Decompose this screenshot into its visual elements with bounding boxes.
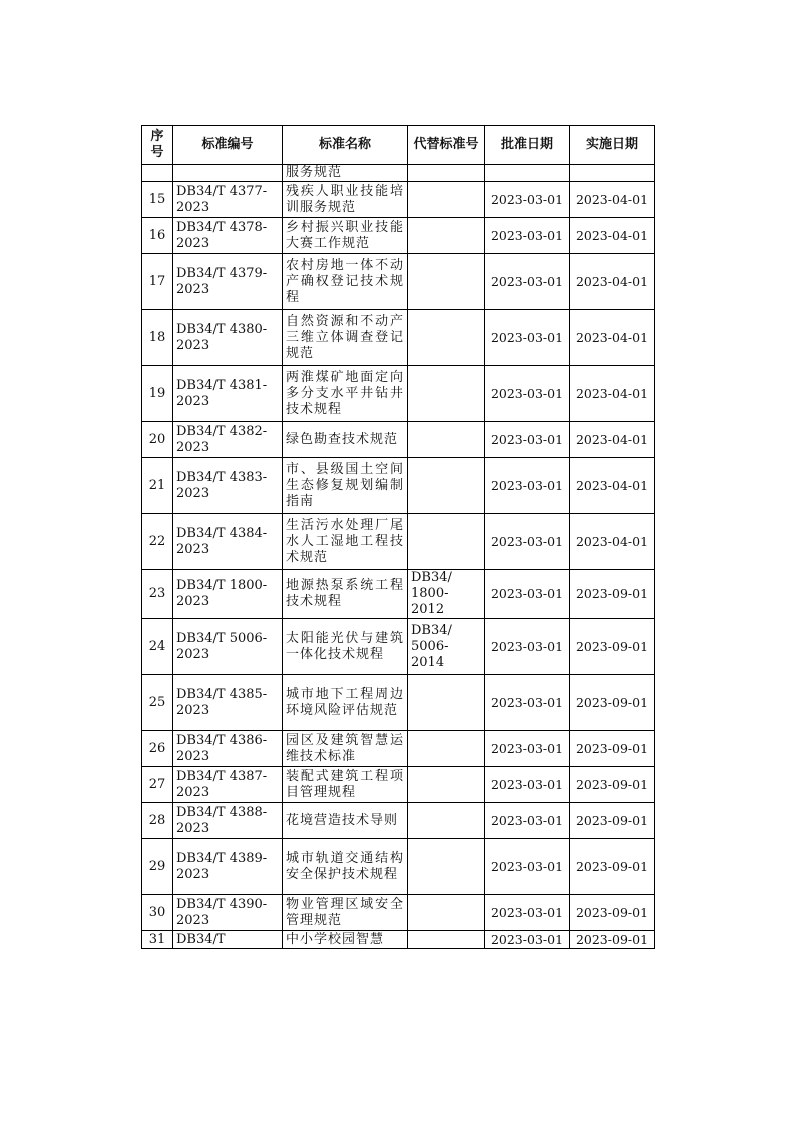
cell-approved: 2023-03-01 bbox=[485, 767, 570, 803]
cell-effective: 2023-04-01 bbox=[570, 254, 655, 310]
table-row bbox=[142, 165, 655, 182]
cell-seq: 24 bbox=[142, 619, 173, 675]
cell-approved: 2023-03-01 bbox=[485, 895, 570, 931]
cell-effective: 2023-04-01 bbox=[570, 514, 655, 570]
cell-replaces bbox=[408, 675, 485, 731]
cell-name: 园区及建筑智慧运维技术标准 bbox=[283, 731, 408, 767]
cell-seq: 18 bbox=[142, 310, 173, 366]
cell-code: DB34/T 4377-2023 bbox=[173, 182, 283, 218]
cell-approved: 2023-03-01 bbox=[485, 675, 570, 731]
cell-code: DB34/T 4381-2023 bbox=[173, 366, 283, 422]
cell-effective bbox=[570, 165, 655, 182]
cell-effective: 2023-09-01 bbox=[570, 731, 655, 767]
cell-effective: 2023-09-01 bbox=[570, 895, 655, 931]
cell-effective: 2023-09-01 bbox=[570, 931, 655, 949]
table-row bbox=[142, 931, 655, 949]
cell-effective: 2023-04-01 bbox=[570, 182, 655, 218]
cell-seq: 16 bbox=[142, 218, 173, 254]
cell-name: 城市地下工程周边环境风险评估规范 bbox=[283, 675, 408, 731]
cell-seq: 15 bbox=[142, 182, 173, 218]
cell-replaces bbox=[408, 310, 485, 366]
table-body bbox=[142, 165, 655, 949]
cell-seq: 27 bbox=[142, 767, 173, 803]
cell-code: DB34/T 4390-2023 bbox=[173, 895, 283, 931]
cell-seq bbox=[142, 165, 173, 182]
cell-approved bbox=[485, 165, 570, 182]
cell-seq: 21 bbox=[142, 458, 173, 514]
cell-replaces bbox=[408, 458, 485, 514]
cell-effective: 2023-04-01 bbox=[570, 218, 655, 254]
cell-approved: 2023-03-01 bbox=[485, 570, 570, 619]
cell-effective: 2023-04-01 bbox=[570, 310, 655, 366]
header-approved: 批准日期 bbox=[485, 126, 570, 165]
cell-replaces bbox=[408, 767, 485, 803]
cell-replaces bbox=[408, 895, 485, 931]
cell-seq: 20 bbox=[142, 422, 173, 458]
table-row bbox=[142, 619, 655, 675]
cell-approved: 2023-03-01 bbox=[485, 931, 570, 949]
cell-effective: 2023-09-01 bbox=[570, 839, 655, 895]
cell-seq: 23 bbox=[142, 570, 173, 619]
cell-code: DB34/T 4388-2023 bbox=[173, 803, 283, 839]
cell-code: DB34/T 5006-2023 bbox=[173, 619, 283, 675]
cell-seq: 17 bbox=[142, 254, 173, 310]
table-row bbox=[142, 310, 655, 366]
cell-replaces bbox=[408, 182, 485, 218]
cell-code: DB34/T 4385-2023 bbox=[173, 675, 283, 731]
table-row bbox=[142, 514, 655, 570]
cell-code: DB34/T 1800-2023 bbox=[173, 570, 283, 619]
cell-seq: 26 bbox=[142, 731, 173, 767]
cell-code: DB34/T 4386-2023 bbox=[173, 731, 283, 767]
cell-name: 城市轨道交通结构安全保护技术规程 bbox=[283, 839, 408, 895]
cell-replaces bbox=[408, 731, 485, 767]
cell-replaces: DB34/ 1800-2012 bbox=[408, 570, 485, 619]
cell-replaces bbox=[408, 422, 485, 458]
cell-approved: 2023-03-01 bbox=[485, 182, 570, 218]
cell-code: DB34/T 4382-2023 bbox=[173, 422, 283, 458]
table-row bbox=[142, 570, 655, 619]
cell-seq: 30 bbox=[142, 895, 173, 931]
cell-seq: 31 bbox=[142, 931, 173, 949]
table-row bbox=[142, 254, 655, 310]
cell-code: DB34/T 4378-2023 bbox=[173, 218, 283, 254]
cell-effective: 2023-09-01 bbox=[570, 570, 655, 619]
cell-approved: 2023-03-01 bbox=[485, 218, 570, 254]
cell-name: 服务规范 bbox=[283, 165, 408, 182]
cell-code: DB34/T 4387-2023 bbox=[173, 767, 283, 803]
table-row bbox=[142, 767, 655, 803]
cell-seq: 22 bbox=[142, 514, 173, 570]
cell-name: 装配式建筑工程项目管理规程 bbox=[283, 767, 408, 803]
cell-seq: 29 bbox=[142, 839, 173, 895]
table-row bbox=[142, 731, 655, 767]
cell-approved: 2023-03-01 bbox=[485, 366, 570, 422]
cell-replaces bbox=[408, 514, 485, 570]
cell-name: 太阳能光伏与建筑一体化技术规程 bbox=[283, 619, 408, 675]
cell-code: DB34/T 4383-2023 bbox=[173, 458, 283, 514]
cell-replaces bbox=[408, 254, 485, 310]
cell-name: 残疾人职业技能培训服务规范 bbox=[283, 182, 408, 218]
table-row bbox=[142, 366, 655, 422]
cell-code: DB34/T bbox=[173, 931, 283, 949]
cell-code: DB34/T 4384-2023 bbox=[173, 514, 283, 570]
cell-replaces bbox=[408, 803, 485, 839]
cell-effective: 2023-04-01 bbox=[570, 366, 655, 422]
cell-seq: 25 bbox=[142, 675, 173, 731]
cell-approved: 2023-03-01 bbox=[485, 254, 570, 310]
header-replaces: 代替标准号 bbox=[408, 126, 485, 165]
cell-name: 地源热泵系统工程技术规程 bbox=[283, 570, 408, 619]
table-row bbox=[142, 803, 655, 839]
cell-name: 市、县级国土空间生态修复规划编制指南 bbox=[283, 458, 408, 514]
cell-name: 中小学校园智慧 bbox=[283, 931, 408, 949]
cell-effective: 2023-04-01 bbox=[570, 422, 655, 458]
cell-approved: 2023-03-01 bbox=[485, 310, 570, 366]
cell-name: 物业管理区域安全管理规范 bbox=[283, 895, 408, 931]
cell-approved: 2023-03-01 bbox=[485, 731, 570, 767]
header-name: 标准名称 bbox=[283, 126, 408, 165]
cell-approved: 2023-03-01 bbox=[485, 458, 570, 514]
cell-name: 生活污水处理厂尾水人工湿地工程技术规范 bbox=[283, 514, 408, 570]
table-row bbox=[142, 422, 655, 458]
cell-replaces bbox=[408, 165, 485, 182]
standards-table bbox=[141, 125, 655, 949]
cell-seq: 28 bbox=[142, 803, 173, 839]
cell-effective: 2023-09-01 bbox=[570, 767, 655, 803]
header-code: 标准编号 bbox=[173, 126, 283, 165]
header-seq: 序号 bbox=[142, 126, 173, 165]
table-row bbox=[142, 839, 655, 895]
cell-replaces bbox=[408, 931, 485, 949]
cell-replaces bbox=[408, 366, 485, 422]
table-row bbox=[142, 458, 655, 514]
cell-name: 乡村振兴职业技能大赛工作规范 bbox=[283, 218, 408, 254]
cell-name: 绿色勘查技术规范 bbox=[283, 422, 408, 458]
table-row bbox=[142, 182, 655, 218]
cell-effective: 2023-04-01 bbox=[570, 458, 655, 514]
cell-code: DB34/T 4380-2023 bbox=[173, 310, 283, 366]
cell-effective: 2023-09-01 bbox=[570, 803, 655, 839]
cell-name: 农村房地一体不动产确权登记技术规程 bbox=[283, 254, 408, 310]
cell-code bbox=[173, 165, 283, 182]
cell-name: 自然资源和不动产三维立体调查登记规范 bbox=[283, 310, 408, 366]
cell-name: 两淮煤矿地面定向多分支水平井钻井技术规程 bbox=[283, 366, 408, 422]
cell-replaces bbox=[408, 839, 485, 895]
cell-approved: 2023-03-01 bbox=[485, 839, 570, 895]
table-header-row bbox=[142, 126, 655, 165]
cell-replaces bbox=[408, 218, 485, 254]
table-row bbox=[142, 675, 655, 731]
cell-replaces: DB34/ 5006-2014 bbox=[408, 619, 485, 675]
table-row bbox=[142, 218, 655, 254]
cell-seq: 19 bbox=[142, 366, 173, 422]
cell-code: DB34/T 4389-2023 bbox=[173, 839, 283, 895]
cell-effective: 2023-09-01 bbox=[570, 619, 655, 675]
cell-name: 花境营造技术导则 bbox=[283, 803, 408, 839]
cell-effective: 2023-09-01 bbox=[570, 675, 655, 731]
header-effective: 实施日期 bbox=[570, 126, 655, 165]
cell-approved: 2023-03-01 bbox=[485, 803, 570, 839]
cell-approved: 2023-03-01 bbox=[485, 514, 570, 570]
cell-approved: 2023-03-01 bbox=[485, 422, 570, 458]
cell-code: DB34/T 4379-2023 bbox=[173, 254, 283, 310]
cell-approved: 2023-03-01 bbox=[485, 619, 570, 675]
table-row bbox=[142, 895, 655, 931]
